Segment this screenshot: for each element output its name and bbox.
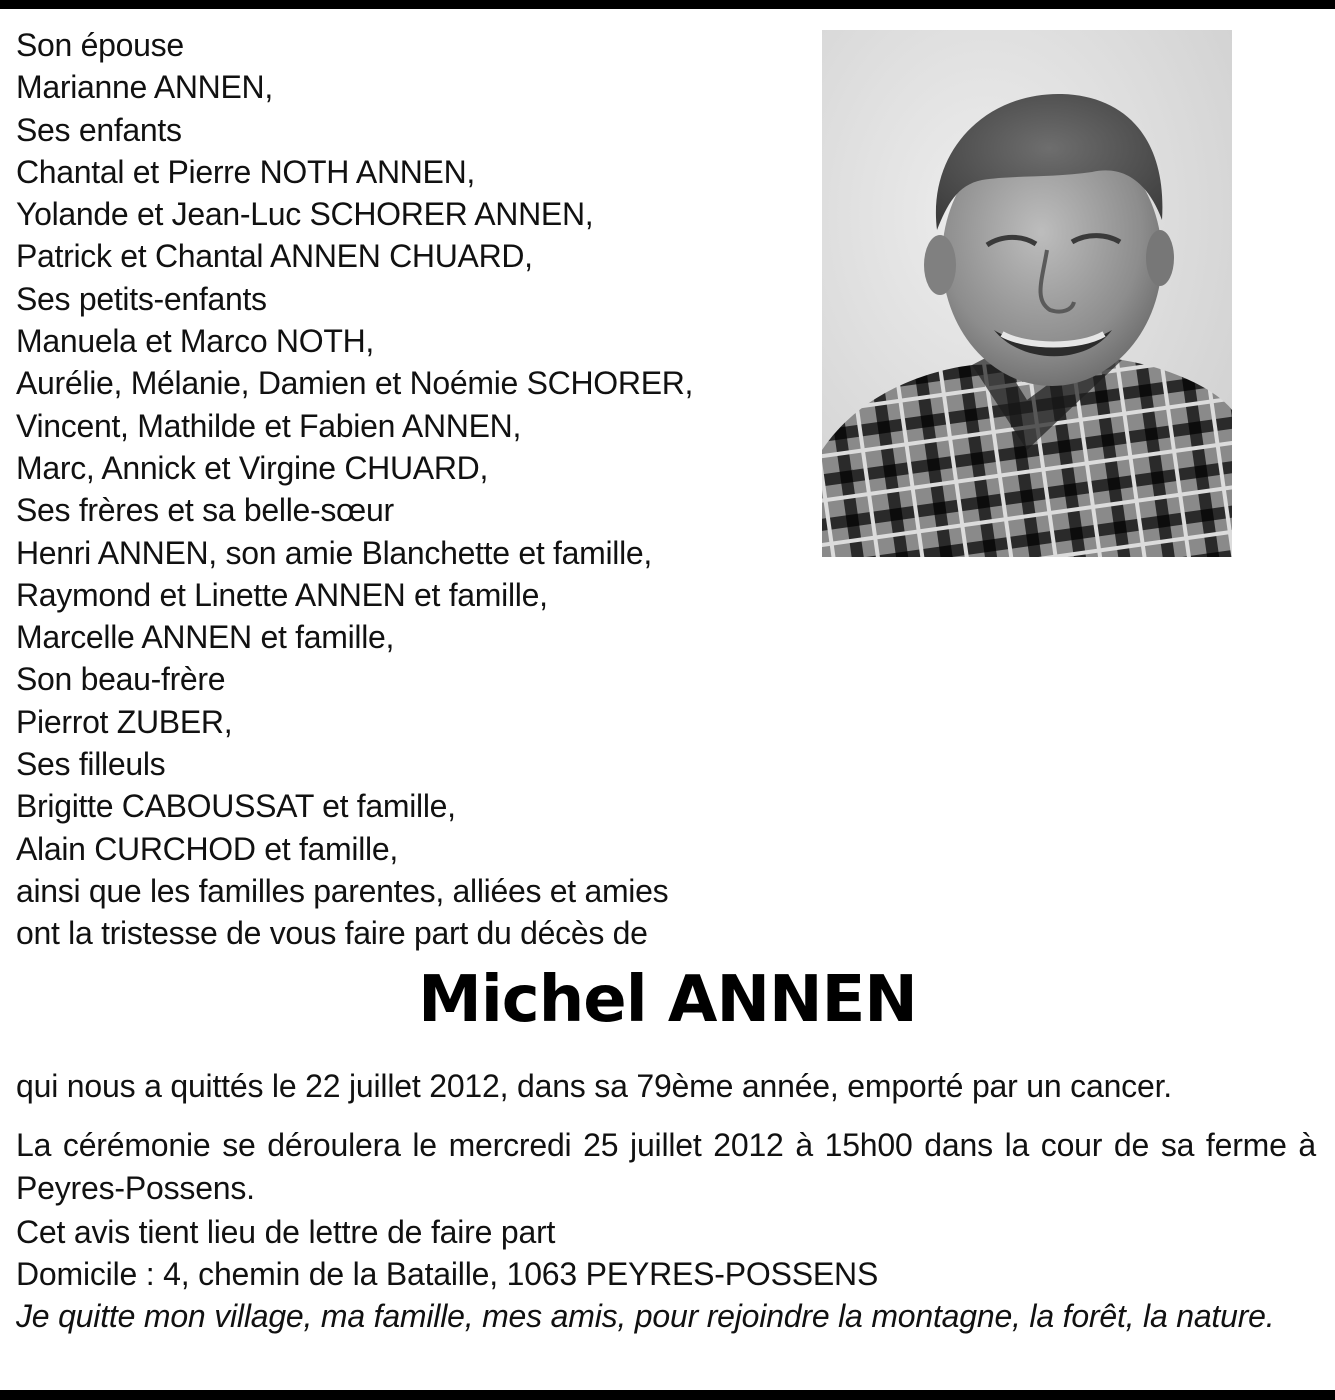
- family-line: Pierrot ZUBER,: [16, 703, 233, 740]
- family-line: Chantal et Pierre NOTH ANNEN,: [16, 153, 476, 190]
- top-border-rule: [0, 0, 1335, 9]
- family-line: Patrick et Chantal ANNEN CHUARD,: [16, 238, 533, 275]
- family-line: Ses filleuls: [16, 746, 166, 783]
- family-line: Yolande et Jean-Luc SCHORER ANNEN,: [16, 196, 594, 233]
- home-address: Domicile : 4, chemin de la Bataille, 1063 PEYRES-POSSENS: [16, 1256, 879, 1292]
- portrait-photo: [822, 30, 1232, 557]
- family-line: ont la tristesse de vous faire part du décès de: [16, 915, 648, 952]
- family-line: Marianne ANNEN,: [16, 69, 273, 106]
- family-line: Aurélie, Mélanie, Damien et Noémie SCHORER,: [16, 365, 694, 402]
- family-line: Raymond et Linette ANNEN et famille,: [16, 576, 548, 613]
- family-line: ainsi que les familles parentes, alliées et amies: [16, 872, 669, 909]
- family-list: [16, 24, 806, 955]
- family-line: Henri ANNEN, son amie Blanchette et famille,: [16, 534, 652, 571]
- left-ear: [924, 235, 956, 295]
- bottom-border-rule: [0, 1390, 1335, 1400]
- death-notice-line: qui nous a quittés le 22 juillet 2012, dans sa 79ème année, emporté par un cancer.: [16, 1068, 1172, 1104]
- family-line: Vincent, Mathilde et Fabien ANNEN,: [16, 407, 522, 444]
- notice-text: Cet avis tient lieu de lettre de faire part: [16, 1214, 556, 1250]
- farewell-quote: Je quitte mon village, ma famille, mes amis, pour rejoindre la montagne, la forêt, la nature.: [16, 1298, 1275, 1334]
- family-line: Ses frères et sa belle-sœur: [16, 492, 394, 529]
- family-line: Son beau-frère: [16, 661, 226, 698]
- ceremony-details: La cérémonie se déroulera le mercredi 25 juillet 2012 à 15h00 dans la cour de sa ferme à Peyres-Possens.: [16, 1127, 1316, 1206]
- deceased-name: Michel ANNEN: [418, 963, 917, 1037]
- family-line: Marcelle ANNEN et famille,: [16, 619, 395, 656]
- family-line: Brigitte CABOUSSAT et famille,: [16, 788, 456, 825]
- family-line: Son épouse: [16, 27, 184, 63]
- family-line: Ses petits-enfants: [16, 280, 267, 317]
- family-line: Alain CURCHOD et famille,: [16, 830, 398, 867]
- family-line: Marc, Annick et Virgine CHUARD,: [16, 449, 489, 486]
- family-line: Manuela et Marco NOTH,: [16, 323, 374, 360]
- family-line: Ses enfants: [16, 111, 182, 148]
- right-ear: [1146, 230, 1174, 286]
